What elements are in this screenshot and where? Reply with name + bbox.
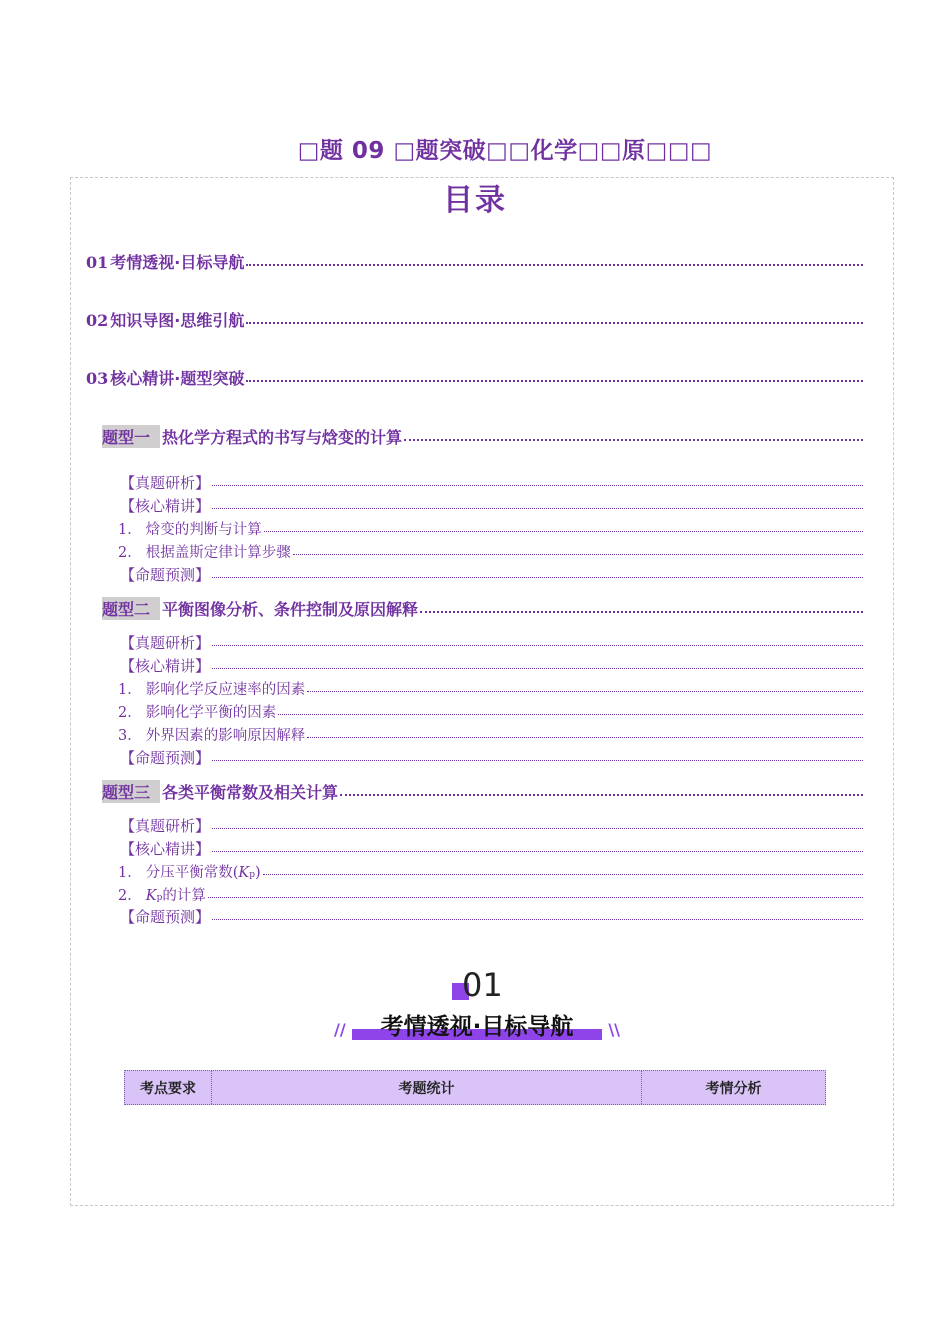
toc-heading: 目录	[443, 183, 507, 218]
toc-item[interactable]	[120, 747, 863, 768]
slash-decoration-left: //	[334, 1020, 346, 1039]
toc-item[interactable]	[118, 518, 863, 539]
toc-item-label: 根据盖斯定律计算步骤	[145, 545, 291, 561]
table-header-cell: 考情分析	[641, 1071, 825, 1104]
toc-item-index: 2．	[118, 545, 142, 561]
toc-section-label: 考情透视·目标导航	[110, 253, 245, 272]
toc-item-index: 1．	[118, 522, 142, 538]
toc-leader	[208, 897, 863, 898]
toc-item-subscript: p	[249, 870, 256, 880]
section-number: 01	[462, 966, 503, 1004]
toc-section-03[interactable]	[86, 366, 863, 389]
toc-leader	[278, 714, 863, 715]
toc-section-label: 核心精讲·题型突破	[110, 369, 245, 388]
toc-item-label-pre: 分压平衡常数(	[145, 865, 239, 881]
toc-item[interactable]	[120, 838, 863, 859]
toc-item-label-post: 的计算	[162, 888, 206, 904]
toc-item-subscript: p	[156, 893, 163, 903]
toc-item-index: 1．	[118, 682, 142, 698]
toc-item-label: 【真题研析】	[120, 634, 211, 652]
section-title: 考情透视·目标导航	[380, 1014, 574, 1040]
toc-leader	[307, 691, 863, 692]
toc-item-label: 【真题研析】	[120, 474, 211, 492]
toc-item[interactable]	[120, 906, 863, 927]
toc-leader	[420, 611, 863, 613]
toc-leader	[212, 668, 863, 669]
section-title-banner	[334, 1008, 620, 1044]
toc-leader	[246, 322, 863, 324]
toc-type-label: 平衡图像分析、条件控制及原因解释	[162, 600, 419, 619]
toc-item[interactable]	[120, 655, 863, 676]
toc-type-tag: 题型三	[102, 780, 160, 803]
toc-item-variable: K	[238, 865, 250, 881]
toc-item[interactable]	[120, 495, 863, 516]
toc-item-index: 2．	[118, 888, 142, 904]
toc-item-index: 1．	[118, 865, 142, 881]
toc-leader	[246, 264, 863, 266]
document-title: □题 09 □题突破□□化学□□原□□□	[297, 138, 713, 164]
toc-item-variable: K	[145, 888, 157, 904]
toc-leader	[212, 760, 863, 761]
toc-leader	[212, 919, 863, 920]
toc-item[interactable]	[118, 724, 863, 745]
toc-section-number: 03	[86, 369, 109, 388]
toc-leader	[340, 794, 863, 796]
toc-item[interactable]	[118, 678, 863, 699]
toc-leader	[307, 737, 863, 738]
toc-leader	[293, 554, 863, 555]
toc-type-tag: 题型二	[102, 597, 160, 620]
toc-item-label: 影响化学平衡的因素	[145, 705, 277, 721]
table-header-cell: 考题统计	[211, 1071, 641, 1104]
toc-item-label: 【命题预测】	[120, 749, 211, 767]
toc-type-label: 热化学方程式的书写与焓变的计算	[162, 428, 403, 447]
slash-decoration-right: \\	[608, 1020, 620, 1039]
toc-leader	[212, 577, 863, 578]
toc-item-label: 【命题预测】	[120, 566, 211, 584]
toc-item[interactable]	[118, 884, 863, 905]
toc-type-3[interactable]	[102, 780, 863, 803]
toc-item[interactable]	[120, 632, 863, 653]
toc-leader	[212, 508, 863, 509]
toc-item[interactable]	[120, 564, 863, 585]
toc-item-index: 2．	[118, 705, 142, 721]
toc-leader	[212, 828, 863, 829]
toc-leader	[212, 851, 863, 852]
toc-leader	[264, 531, 863, 532]
table-header-cell: 考点要求	[140, 1080, 196, 1097]
toc-leader	[212, 485, 863, 486]
toc-item[interactable]	[120, 815, 863, 836]
toc-item-label: 【真题研析】	[120, 817, 211, 835]
toc-type-1[interactable]	[102, 425, 863, 448]
toc-leader	[263, 874, 863, 875]
toc-item-index: 3．	[118, 728, 142, 744]
toc-item[interactable]	[118, 701, 863, 722]
toc-item[interactable]	[118, 541, 863, 562]
toc-section-number: 02	[86, 311, 109, 330]
toc-item-label: 【核心精讲】	[120, 657, 211, 675]
toc-section-02[interactable]	[86, 308, 863, 331]
toc-type-2[interactable]	[102, 597, 863, 620]
toc-section-number: 01	[86, 253, 109, 272]
toc-item-label: 焓变的判断与计算	[145, 522, 262, 538]
toc-section-01[interactable]	[86, 250, 863, 273]
toc-item[interactable]	[120, 472, 863, 493]
toc-item-label: 外界因素的影响原因解释	[145, 728, 306, 744]
toc-item-label: 影响化学反应速率的因素	[145, 682, 306, 698]
toc-item-label: 【命题预测】	[120, 908, 211, 926]
toc-item-label-post: )	[255, 865, 261, 881]
toc-item[interactable]	[118, 861, 863, 882]
toc-leader	[212, 645, 863, 646]
toc-item-label: 【核心精讲】	[120, 497, 211, 515]
section-number-badge	[452, 966, 522, 1002]
toc-leader	[404, 439, 863, 441]
toc-type-label: 各类平衡常数及相关计算	[162, 783, 339, 802]
toc-type-tag: 题型一	[102, 425, 160, 448]
toc-section-label: 知识导图·思维引航	[110, 311, 245, 330]
toc-item-label: 【核心精讲】	[120, 840, 211, 858]
exam-analysis-table-header	[124, 1070, 826, 1105]
toc-leader	[246, 380, 863, 382]
